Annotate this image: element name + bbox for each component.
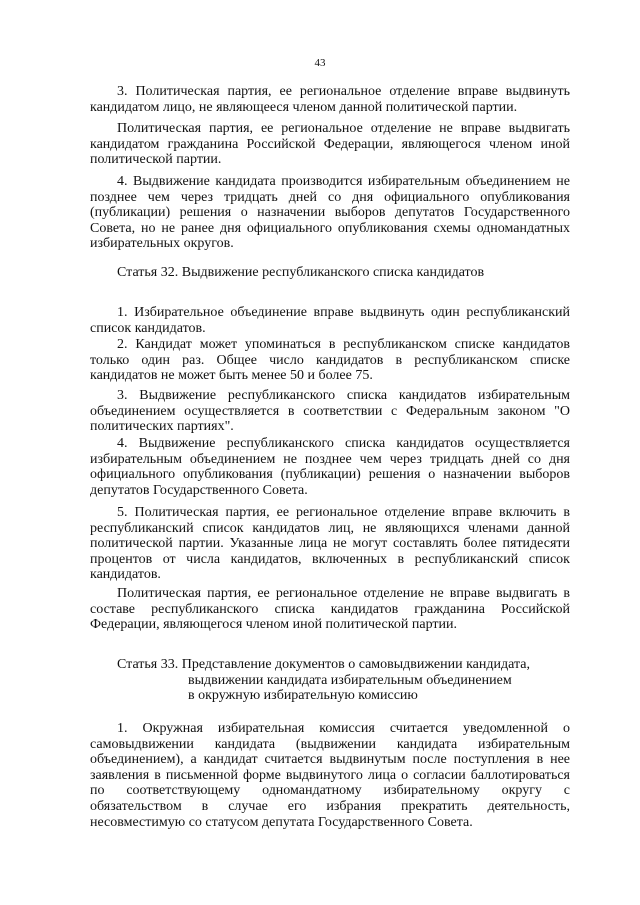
paragraph: 1. Окружная избирательная комиссия считается уведомленной о самовыдвижении кандидата (выдвижении кандидата избирательным объединением), а кандидат считается выдвинутым после поступления в нее заявления в письменной форме выдвинутого лица о согласии баллотироваться по соответствующему одномандатному избирательному округу с обязательством в случае его избрания прекратить деятельность, несовместимую со статусом депутата Государственного Совета.: [90, 721, 570, 830]
page-number: 43: [314, 57, 326, 69]
article-33-heading-line: выдвижении кандидата избирательным объединением: [188, 672, 512, 688]
article-33-heading-line: Статья 33. Представление документов о самовыдвижении кандидата,: [117, 657, 530, 672]
paragraph: 4. Выдвижение кандидата производится избирательным объединением не позднее чем через тридцать дней со дня официального опубликования (публикации) решения о назначении выборов депутатов Государственного Совета, но не ранее дня официального опубликования схемы одномандатных избирательных округов.: [90, 174, 570, 252]
article-33-heading-line: в окружную избирательную комиссию: [188, 688, 418, 704]
paragraph: 1. Избирательное объединение вправе выдвинуть один республиканский список кандидатов.: [90, 305, 570, 336]
article-33-heading: [90, 657, 570, 704]
paragraph: Политическая партия, ее региональное отделение не вправе выдвигать в составе республиканского списка кандидатов гражданина Российской Федерации, являющегося членом иной политической партии.: [90, 586, 570, 633]
paragraph: 3. Выдвижение республиканского списка кандидатов избирательным объединением осуществляется в соответствии с Федеральным законом "О политических партиях".: [90, 388, 570, 435]
paragraph: 2. Кандидат может упоминаться в республиканском списке кандидатов только один раз. Общее число кандидатов в республиканском списке кандидатов не может быть менее 50 и более 75.: [90, 337, 570, 384]
paragraph: 3. Политическая партия, ее региональное отделение вправе выдвинуть кандидатом лицо, не являющееся членом данной политической партии.: [90, 84, 570, 115]
paragraph: Политическая партия, ее региональное отделение не вправе выдвигать кандидатом гражданина Российской Федерации, являющегося членом иной политической партии.: [90, 121, 570, 168]
paragraph: 5. Политическая партия, ее региональное отделение вправе включить в республиканский список кандидатов лиц, не являющихся членами данной политической партии. Указанные лица не могут составлять более пятидесяти процентов от числа кандидатов, включенных в республиканский список кандидатов.: [90, 505, 570, 583]
article-32-heading: Статья 32. Выдвижение республиканского списка кандидатов: [117, 265, 485, 280]
paragraph: 4. Выдвижение республиканского списка кандидатов осуществляется избирательным объединением не позднее чем через тридцать дней со дня официального опубликования (публикации) решения о назначении выборов депутатов Государственного Совета.: [90, 436, 570, 498]
